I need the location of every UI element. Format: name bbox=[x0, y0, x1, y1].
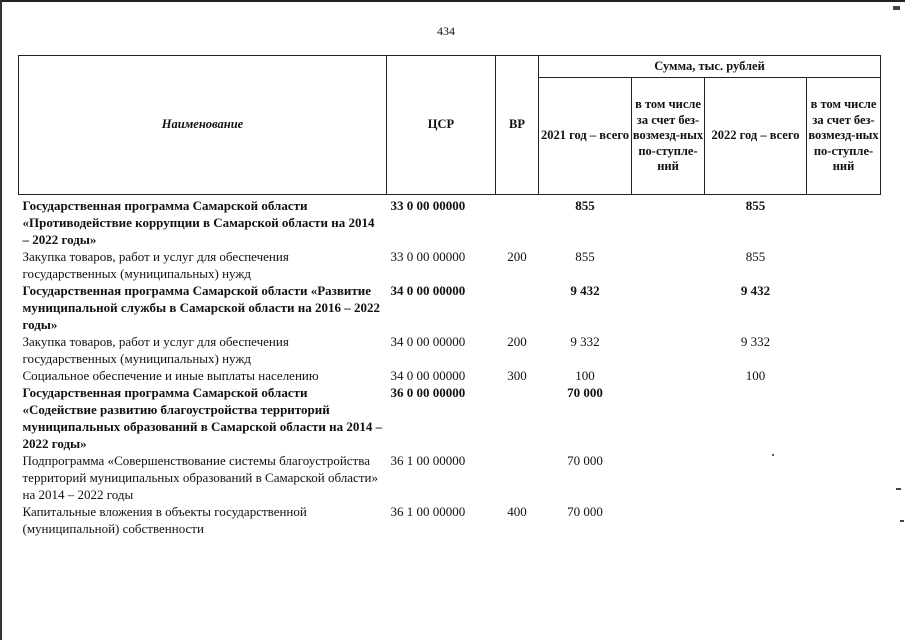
row-name: Подпрограмма «Совершенствование системы благоустройства территорий муниципальных образований в Самарской области» на 2014 – 2022 годы bbox=[22, 453, 378, 502]
row-name: Государственная программа Самарской области «Развитие муниципальной службы в Самарской области на 2016 – 2022 годы» bbox=[22, 283, 380, 332]
table-row bbox=[19, 282, 881, 333]
row-2021: 855 bbox=[575, 249, 595, 264]
row-2021: 9 332 bbox=[570, 334, 600, 349]
row-csr: 34 0 00 00000 bbox=[390, 283, 466, 298]
row-2022-free bbox=[807, 282, 881, 333]
table-row bbox=[19, 452, 881, 503]
row-2022-free bbox=[807, 452, 881, 503]
row-2021: 70 000 bbox=[567, 385, 603, 400]
row-name: Социальное обеспечение и иные выплаты населению bbox=[22, 368, 319, 383]
table-row bbox=[19, 333, 881, 367]
row-csr: 34 0 00 00000 bbox=[390, 368, 466, 383]
scan-border-top bbox=[0, 0, 905, 2]
row-2022-free bbox=[807, 503, 881, 537]
row-2021: 100 bbox=[575, 368, 595, 383]
table-row bbox=[19, 503, 881, 537]
row-vr: 300 bbox=[507, 368, 527, 383]
row-csr: 36 1 00 00000 bbox=[390, 453, 466, 468]
row-2022 bbox=[705, 384, 807, 452]
row-2021: 9 432 bbox=[570, 283, 600, 298]
row-2022-free bbox=[807, 333, 881, 367]
row-name: Государственная программа Самарской области «Противодействие коррупции в Самарской области на 2014 – 2022 годы» bbox=[22, 198, 375, 247]
row-vr bbox=[496, 195, 539, 249]
row-csr: 36 0 00 00000 bbox=[390, 385, 466, 400]
page-number: 434 bbox=[437, 24, 455, 38]
row-name: Закупка товаров, работ и услуг для обеспечения государственных (муниципальных) нужд bbox=[22, 249, 289, 281]
header-2022-free: в том числе за счет без-возмезд-ных по-ступле-ний bbox=[807, 78, 881, 195]
table-row bbox=[19, 367, 881, 384]
row-csr: 33 0 00 00000 bbox=[390, 249, 466, 264]
header-sum: Сумма, тыс. рублей bbox=[539, 56, 881, 78]
row-2021-free bbox=[632, 367, 705, 384]
row-name: Государственная программа Самарской области «Содействие развитию благоустройства территорий муниципальных образований в Самарской области на 2014 – 2022 годы» bbox=[22, 385, 383, 451]
header-2022-total: 2022 год – всего bbox=[705, 78, 807, 195]
table-row bbox=[19, 248, 881, 282]
row-2022: 9 332 bbox=[740, 334, 771, 349]
table-row bbox=[19, 195, 881, 249]
scan-mark bbox=[893, 6, 900, 10]
row-csr: 36 1 00 00000 bbox=[390, 504, 466, 519]
scan-border-left bbox=[0, 0, 2, 640]
row-2022-free bbox=[807, 195, 881, 249]
row-vr bbox=[496, 384, 539, 452]
row-2021-free bbox=[632, 195, 705, 249]
row-2022 bbox=[705, 503, 807, 537]
header-vr: ВР bbox=[496, 56, 539, 195]
row-name: Капитальные вложения в объекты государственной (муниципальной) собственности bbox=[22, 504, 307, 536]
budget-table bbox=[18, 55, 881, 537]
row-csr: 33 0 00 00000 bbox=[390, 198, 466, 213]
header-2021-free: в том числе за счет без-возмезд-ных по-ступле-ний bbox=[632, 78, 705, 195]
row-2021: 70 000 bbox=[567, 504, 603, 519]
scan-mark bbox=[896, 488, 901, 490]
row-2022: 855 bbox=[745, 249, 766, 264]
row-2022: 100 bbox=[745, 368, 766, 383]
header-2021-total: 2021 год – всего bbox=[539, 78, 632, 195]
scan-mark bbox=[900, 520, 904, 522]
row-2021: 70 000 bbox=[567, 453, 603, 468]
row-vr bbox=[496, 282, 539, 333]
row-2021-free bbox=[632, 248, 705, 282]
row-2021-free bbox=[632, 384, 705, 452]
table-row bbox=[19, 384, 881, 452]
row-2022-free bbox=[807, 384, 881, 452]
row-2022-free bbox=[807, 248, 881, 282]
row-vr: 200 bbox=[507, 249, 527, 264]
row-vr: 400 bbox=[507, 504, 527, 519]
row-2022: 9 432 bbox=[740, 283, 771, 298]
row-name: Закупка товаров, работ и услуг для обеспечения государственных (муниципальных) нужд bbox=[22, 334, 289, 366]
row-2022 bbox=[705, 452, 807, 503]
row-csr: 34 0 00 00000 bbox=[390, 334, 466, 349]
row-2022-free bbox=[807, 367, 881, 384]
row-2021: 855 bbox=[575, 198, 595, 213]
row-2021-free bbox=[632, 503, 705, 537]
row-vr: 200 bbox=[507, 334, 527, 349]
row-2021-free bbox=[632, 452, 705, 503]
row-2022: 855 bbox=[745, 198, 766, 213]
header-csr: ЦСР bbox=[387, 56, 496, 195]
row-2021-free bbox=[632, 333, 705, 367]
row-2021-free bbox=[632, 282, 705, 333]
header-name: Наименование bbox=[19, 56, 387, 195]
row-vr bbox=[496, 452, 539, 503]
